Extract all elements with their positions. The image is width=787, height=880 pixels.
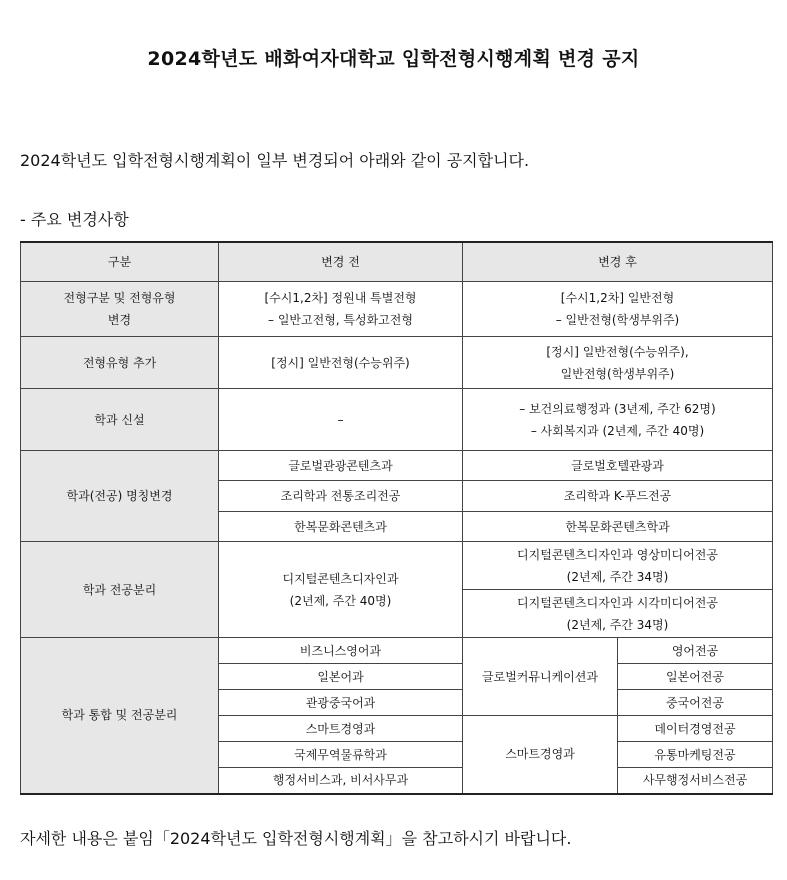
- table-row: [21, 451, 773, 481]
- cell-line: (2년제, 주간 40명): [289, 593, 392, 608]
- intro-text: 2024학년도 입학전형시행계획이 일부 변경되어 아래와 같이 공지합니다.: [20, 151, 530, 170]
- after-cell: [463, 282, 773, 337]
- changes-table: [20, 241, 773, 795]
- cell-line: [정시] 일반전형(수능위주),: [546, 344, 689, 359]
- cell-line: 디지털콘텐츠디자인과: [282, 571, 399, 586]
- category-cell: 전형유형 추가: [21, 337, 219, 389]
- major-cell: 유통마케팅전공: [618, 742, 773, 768]
- after-cell: 글로벌호텔관광과: [463, 451, 773, 481]
- category-cell: [21, 282, 219, 337]
- merged-dept-cell: 스마트경영과: [463, 716, 618, 794]
- cell-line: – 일반전형(학생부위주): [555, 313, 680, 327]
- major-cell: 영어전공: [618, 638, 773, 664]
- before-cell: –: [219, 389, 463, 451]
- cell-line: 디지털콘텐츠디자인과 영상미디어전공: [517, 547, 718, 562]
- footer-note: 자세한 내용은 붙임「2024학년도 입학전형시행계획」을 참고하시기 바랍니다.: [20, 829, 572, 848]
- after-cell: [463, 542, 773, 590]
- before-cell: 스마트경영과: [219, 716, 463, 742]
- cell-line: – 일반고전형, 특성화고전형: [268, 313, 413, 327]
- category-cell: 학과(전공) 명칭변경: [21, 451, 219, 542]
- cell-line: [수시1,2차] 정원내 특별전형: [264, 291, 417, 305]
- cell-line: 디지털콘텐츠디자인과 시각미디어전공: [517, 595, 718, 610]
- cell-line: (2년제, 주간 34명): [566, 617, 669, 632]
- cell-line: (2년제, 주간 34명): [566, 569, 669, 584]
- after-cell: 한복문화콘텐츠학과: [463, 512, 773, 542]
- after-cell: [463, 337, 773, 389]
- cell-line: 변경: [107, 313, 132, 327]
- section-heading: - 주요 변경사항: [20, 210, 129, 229]
- table-row: [21, 542, 773, 590]
- header-category: 구분: [21, 242, 219, 282]
- page-title: 2024학년도 배화여자대학교 입학전형시행계획 변경 공지: [147, 48, 640, 70]
- major-cell: 중국어전공: [618, 690, 773, 716]
- category-cell: 학과 전공분리: [21, 542, 219, 638]
- after-cell: [463, 590, 773, 638]
- before-cell: [정시] 일반전형(수능위주): [219, 337, 463, 389]
- before-cell: 한복문화콘텐츠과: [219, 512, 463, 542]
- table-row: [21, 337, 773, 389]
- cell-line: 전형구분 및 전형유형: [63, 291, 176, 305]
- table-header-row: [21, 242, 773, 282]
- before-cell: 비즈니스영어과: [219, 638, 463, 664]
- table-row: [21, 638, 773, 664]
- before-cell: [219, 542, 463, 638]
- before-cell: 관광중국어과: [219, 690, 463, 716]
- table-row: [21, 389, 773, 451]
- before-cell: 행정서비스과, 비서사무과: [219, 768, 463, 794]
- major-cell: 일본어전공: [618, 664, 773, 690]
- header-after: 변경 후: [463, 242, 773, 282]
- major-cell: 데이터경영전공: [618, 716, 773, 742]
- merged-dept-cell: 글로벌커뮤니케이션과: [463, 638, 618, 716]
- category-cell: 학과 통합 및 전공분리: [21, 638, 219, 794]
- cell-line: 일반전형(학생부위주): [560, 366, 675, 381]
- after-cell: 조리학과 K-푸드전공: [463, 481, 773, 512]
- before-cell: 국제무역물류학과: [219, 742, 463, 768]
- before-cell: [219, 282, 463, 337]
- cell-line: [수시1,2차] 일반전형: [560, 291, 675, 305]
- before-cell: 조리학과 전통조리전공: [219, 481, 463, 512]
- cell-line: – 사회복지과 (2년제, 주간 40명): [530, 423, 705, 438]
- table-row: [21, 282, 773, 337]
- cell-line: – 보건의료행정과 (3년제, 주간 62명): [519, 401, 716, 416]
- major-cell: 사무행정서비스전공: [618, 768, 773, 794]
- before-cell: 일본어과: [219, 664, 463, 690]
- category-cell: 학과 신설: [21, 389, 219, 451]
- before-cell: 글로벌관광콘텐츠과: [219, 451, 463, 481]
- header-before: 변경 전: [219, 242, 463, 282]
- after-cell: [463, 389, 773, 451]
